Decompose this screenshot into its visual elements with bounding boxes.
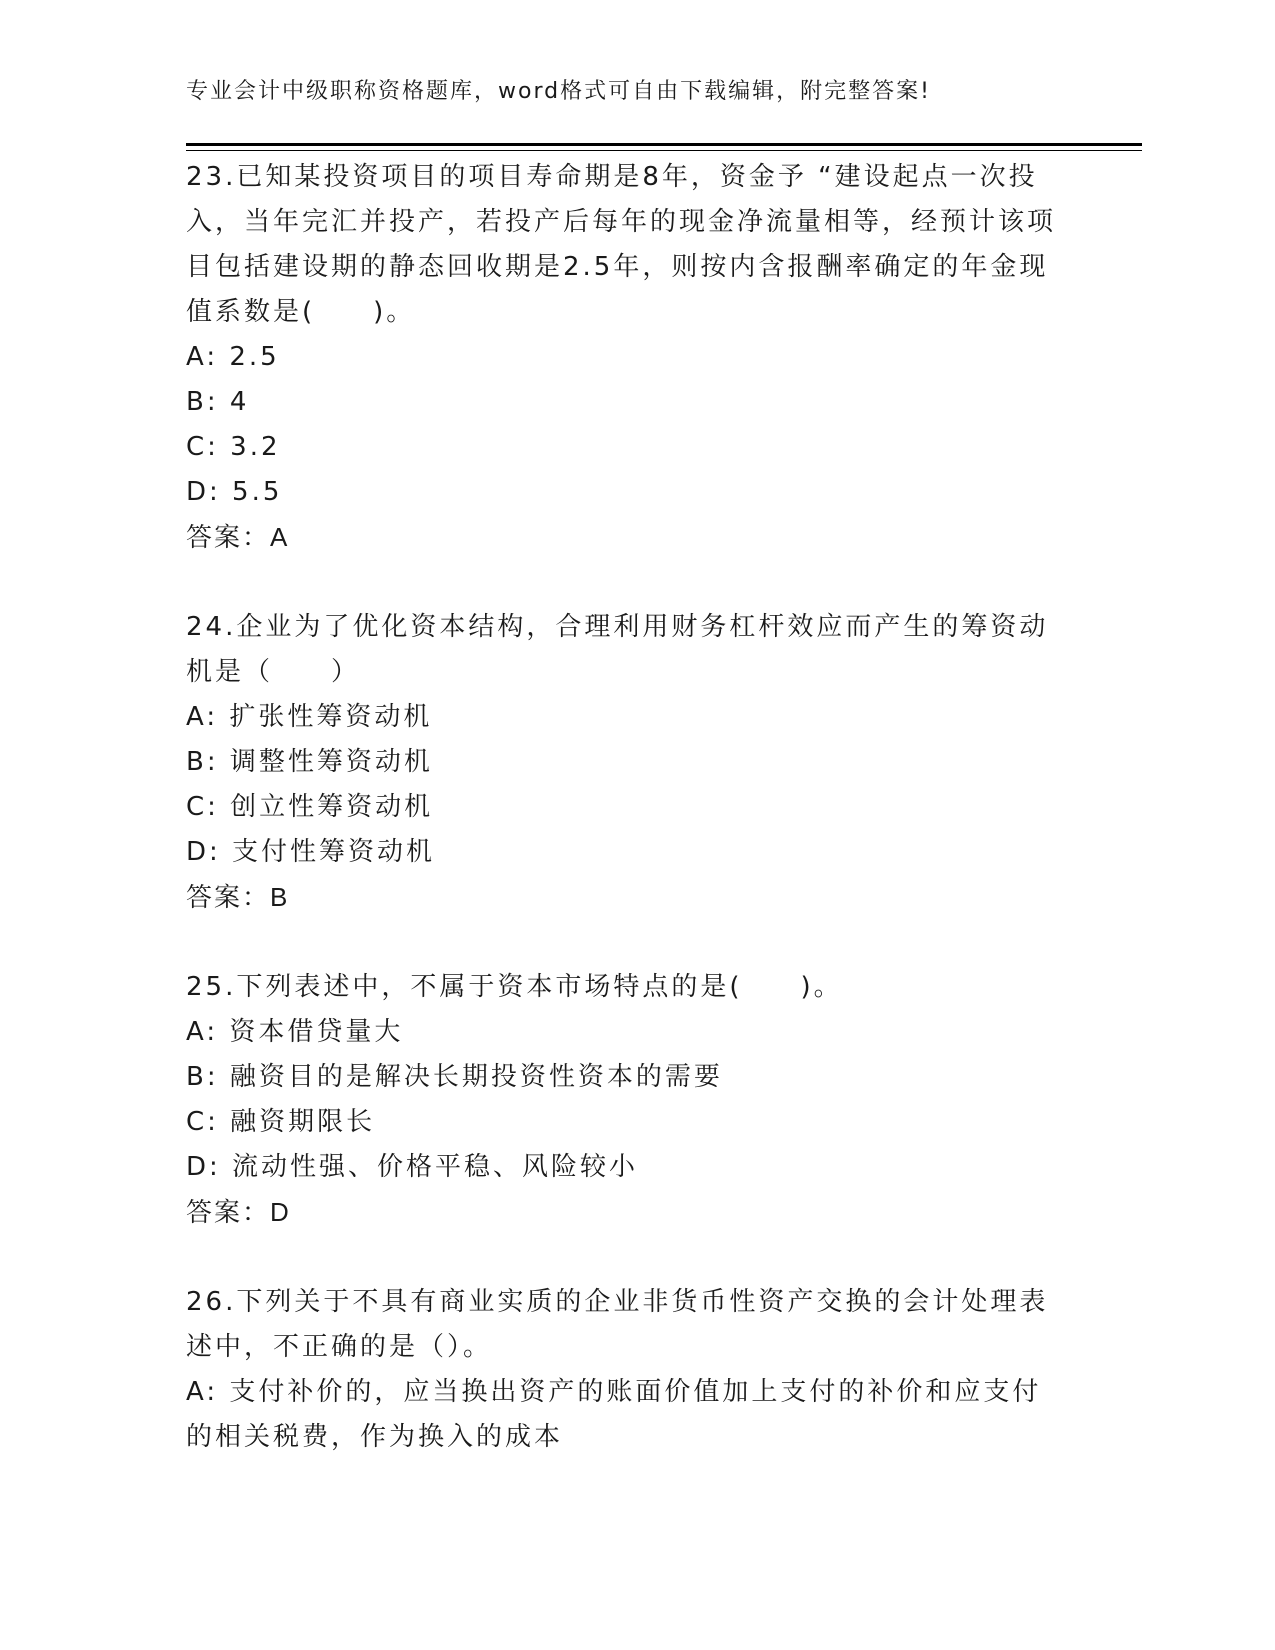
- option-a: A: 2.5: [186, 342, 280, 372]
- answer-label: 答案：A: [186, 522, 290, 552]
- option-c: C: 3.2: [186, 432, 281, 462]
- spacer: [186, 920, 1066, 965]
- question-25: [186, 965, 1066, 1235]
- option-d: D: 支付性筹资动机: [186, 837, 436, 867]
- option-b: B: 4: [186, 387, 250, 417]
- option-a: A: 资本借贷量大: [186, 1017, 404, 1047]
- option-b: B: 融资目的是解决长期投资性资本的需要: [186, 1062, 723, 1092]
- question-23: [186, 155, 1066, 560]
- option-d: D: 5.5: [186, 477, 283, 507]
- question-text: 26.下列关于不具有商业实质的企业非货币性资产交换的会计处理表述中，不正确的是（）。: [186, 1287, 1049, 1362]
- header-rule-thick: [186, 143, 1142, 146]
- option-a: A: 支付补价的，应当换出资产的账面价值加上支付的补价和应支付的相关税费，作为换入的成本: [186, 1377, 1042, 1452]
- option-c: C: 创立性筹资动机: [186, 792, 434, 822]
- question-text: 24.企业为了优化资本结构，合理利用财务杠杆效应而产生的筹资动机是（ ）: [186, 612, 1049, 687]
- header-rule-thin: [186, 150, 1142, 151]
- question-26: [186, 1280, 1066, 1460]
- question-list: [186, 155, 1066, 1460]
- question-24: [186, 605, 1066, 920]
- question-text: 23.已知某投资项目的项目寿命期是8年，资金予 “建设起点一次投入，当年完汇并投产，若投产后每年的现金净流量相等，经预计该项目包括建设期的静态回收期是2.5年，则按内含报酬率确定的年金现值系数是( )。: [186, 162, 1057, 327]
- option-d: D: 流动性强、价格平稳、风险较小: [186, 1152, 639, 1182]
- spacer: [186, 560, 1066, 605]
- question-text: 25.下列表述中，不属于资本市场特点的是( )。: [186, 972, 843, 1002]
- answer-label: 答案：D: [186, 1197, 291, 1227]
- option-c: C: 融资期限长: [186, 1107, 376, 1137]
- option-a: A: 扩张性筹资动机: [186, 702, 433, 732]
- answer-label: 答案：B: [186, 882, 290, 912]
- spacer: [186, 1235, 1066, 1280]
- option-b: B: 调整性筹资动机: [186, 747, 433, 777]
- page-header: 专业会计中级职称资格题库，word格式可自由下载编辑，附完整答案!: [186, 79, 931, 104]
